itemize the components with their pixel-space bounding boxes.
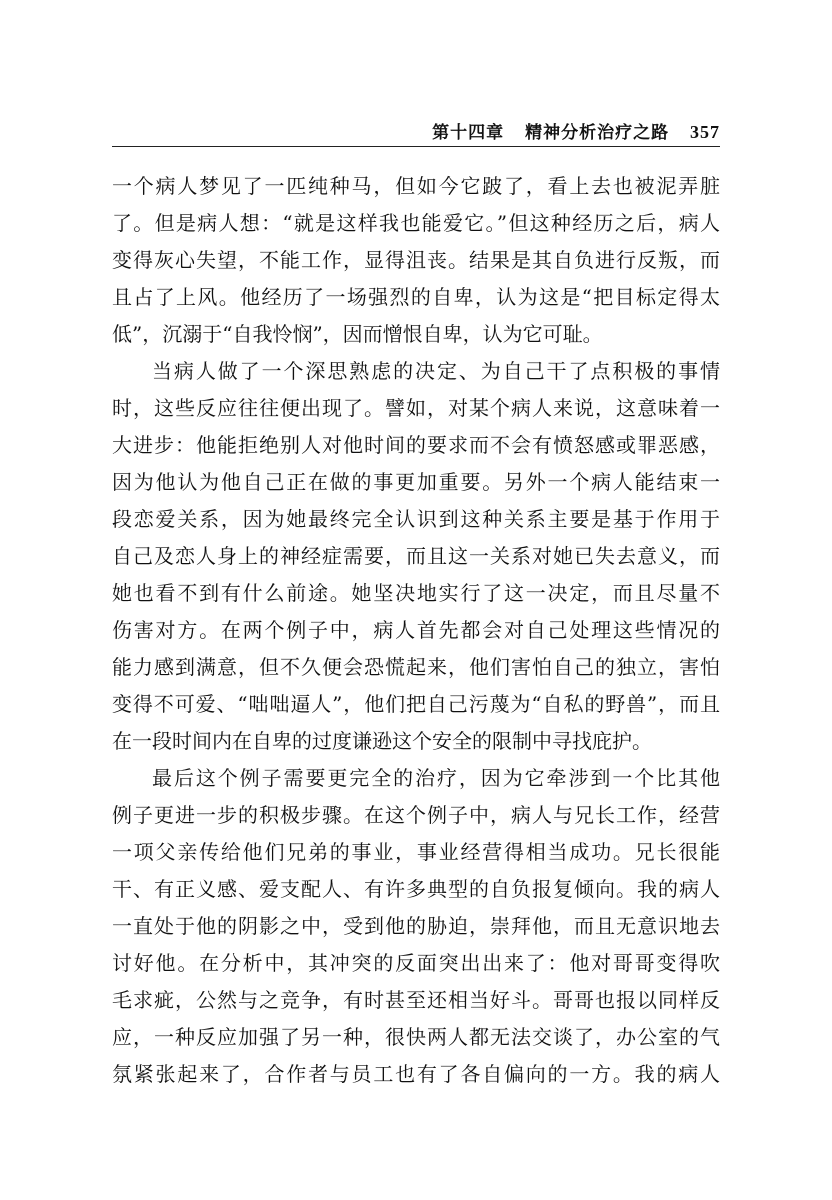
text-line: 变得不可爱、“咄咄逼人”，他们把自己污蔑为“自私的野兽”，而且 — [112, 692, 720, 716]
text-line: 大进步：他能拒绝别人对他时间的要求而不会有愤怒感或罪恶感， — [112, 433, 720, 457]
chapter-label: 第十四章 — [432, 123, 505, 143]
text-line: 因为他认为他自己正在做的事更加重要。另外一个病人能结束一 — [112, 470, 720, 494]
running-head — [432, 118, 720, 143]
text-line: 自己及恋人身上的神经症需要，而且这一关系对她已失去意义，而 — [112, 544, 720, 568]
text-line: 毛求疵，公然与之竞争，有时甚至还相当好斗。哥哥也报以同样反 — [112, 988, 720, 1012]
page-number: 357 — [690, 122, 720, 142]
text-line: 变得灰心失望，不能工作，显得沮丧。结果是其自负进行反叛，而 — [112, 248, 720, 272]
text-line: 一直处于他的阴影之中，受到他的胁迫，崇拜他，而且无意识地去 — [112, 914, 720, 938]
text-line: 了。但是病人想：“就是这样我也能爱它。”但这种经历之后，病人 — [112, 211, 720, 235]
text-line: 能力感到满意，但不久便会恐慌起来，他们害怕自己的独立，害怕 — [112, 655, 720, 679]
text-line: 一个病人梦见了一匹纯种马，但如今它跛了，看上去也被泥弄脏 — [112, 174, 720, 198]
text-line: 在一段时间内在自卑的过度谦逊这个安全的限制中寻找庇护。 — [112, 729, 652, 753]
text-line: 当病人做了一个深思熟虑的决定、为自己干了点积极的事情 — [152, 359, 720, 383]
text-line: 且占了上风。他经历了一场强烈的自卑，认为这是“把目标定得太 — [112, 285, 720, 309]
text-line: 讨好他。在分析中，其冲突的反面突出出来了：他对哥哥变得吹 — [112, 951, 720, 975]
text-line: 低”，沉溺于“自我怜悯”，因而憎恨自卑，认为它可耻。 — [112, 322, 603, 346]
text-line: 一项父亲传给他们兄弟的事业，事业经营得相当成功。兄长很能 — [112, 840, 720, 864]
chapter-title: 精神分析治疗之路 — [525, 123, 670, 143]
text-line: 应，一种反应加强了另一种，很快两人都无法交谈了，办公室的气 — [112, 1025, 720, 1049]
body-text — [112, 168, 720, 1093]
text-line: 最后这个例子需要更完全的治疗，因为它牵涉到一个比其他 — [152, 766, 720, 790]
text-line: 干、有正义感、爱支配人、有许多典型的自负报复倾向。我的病人 — [112, 877, 720, 901]
text-line: 段恋爱关系，因为她最终完全认识到这种关系主要是基于作用于 — [112, 507, 720, 531]
text-line: 她也看不到有什么前途。她坚决地实行了这一决定，而且尽量不 — [112, 581, 720, 605]
header-rule — [112, 146, 720, 147]
text-line: 氛紧张起来了，合作者与员工也有了各自偏向的一方。我的病人 — [112, 1062, 720, 1086]
text-line: 时，这些反应往往便出现了。譬如，对某个病人来说，这意味着一 — [112, 396, 720, 420]
text-line: 例子更进一步的积极步骤。在这个例子中，病人与兄长工作，经营 — [112, 803, 720, 827]
text-line: 伤害对方。在两个例子中，病人首先都会对自己处理这些情况的 — [112, 618, 720, 642]
